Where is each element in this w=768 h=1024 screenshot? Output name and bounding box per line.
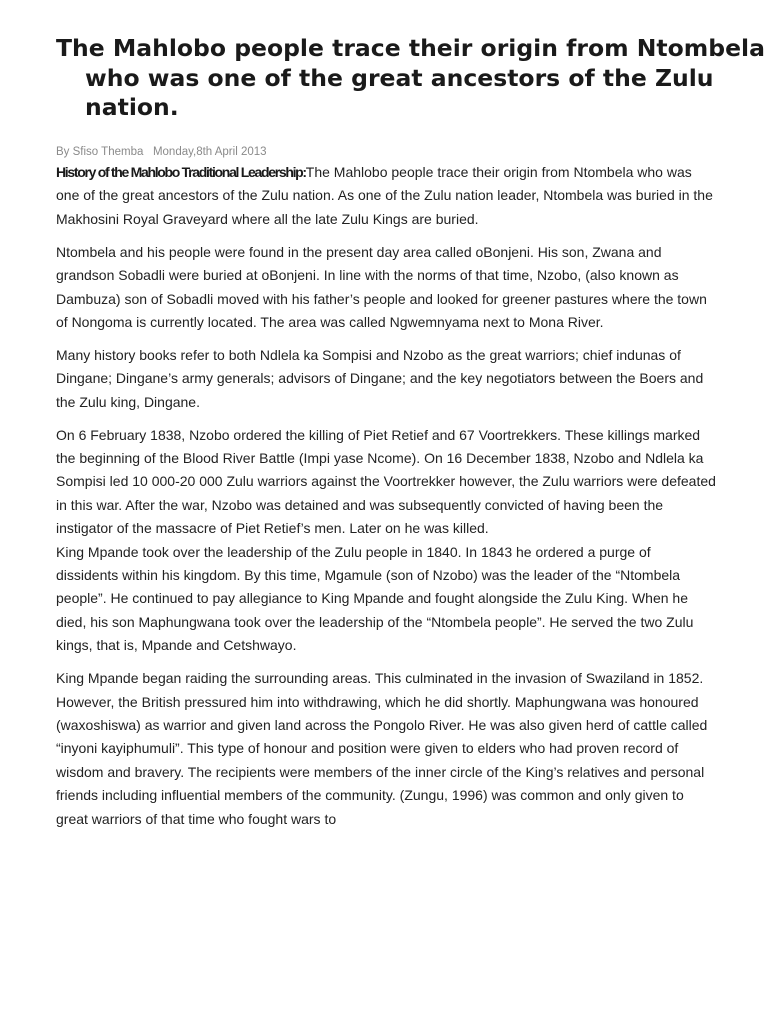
paragraph-4: On 6 February 1838, Nzobo ordered the killing of Piet Retief and 67 Voortrekkers. These killings marked the beginning of the Blood River Battle (Impi yase Ncome). On 16 December 1838, Nzobo and Ndlela ka Sompisi led 10 000-20 000 Zulu warriors against the Voortrekker however, the Zulu warriors were defeated in this war. After the war, Nzobo was detained and was subsequently convicted of having been the instigator of the massacre of Piet Retief’s men. Later on he was killed. xyxy=(56,426,716,537)
article-title: The Mahlobo people trace their origin from Ntombela who was one of the great ancestors of the Zulu nation. xyxy=(56,34,765,121)
paragraph-3: Many history books refer to both Ndlela ka Sompisi and Nzobo as the great warriors; chief indunas of Dingane; Dingane’s army generals; advisors of Dingane; and the key negotiators between the Boers and the Zulu king, Dingane. xyxy=(56,346,704,410)
paragraph-6: King Mpande began raiding the surrounding areas. This culminated in the invasion of Swaziland in 1852. However, the British pressured him into withdrawing, which he did shortly. Maphungwana was honoured (waxoshiswa) as warrior and given land across the Pongolo River. He was also given herd of cattle called “inyoni kayiphumuli”. This type of honour and position were given to elders who had proven record of wisdom and bravery. The recipients were members of the inner circle of the King’s relatives and personal friends including influential members of the community. (Zungu, 1996) was common and only given to great warriors of that time who fought wars to xyxy=(56,670,708,827)
lead-heading: History of the Mahlobo Traditional Leadership: xyxy=(56,164,306,180)
article-body xyxy=(56,161,716,831)
paragraph-2: Ntombela and his people were found in the present day area called oBonjeni. His son, Zwana and grandson Sobadli were buried at oBonjeni. In line with the norms of that time, Nzobo, (also known as Dambuza) son of Sobadli moved with his father’s people and looked for greener pastures where the town of Nongoma is currently located. The area was called Ngwemnyama next to Mona River. xyxy=(56,243,707,330)
paragraph-1-text: The Mahlobo people trace their origin from Ntombela who was one of the great ancestors of the Zulu nation. As one of the Zulu nation leader, Ntombela was buried in the Makhosini Royal Graveyard where all the late Zulu Kings are buried. xyxy=(56,164,713,227)
paragraph-1 xyxy=(56,161,716,231)
paragraph-5: King Mpande took over the leadership of the Zulu people in 1840. In 1843 he ordered a purge of dissidents within his kingdom. By this time, Mgamule (son of Nzobo) was the leader of the “Ntombela people”. He continued to pay allegiance to King Mpande and fought alongside the Zulu King. When he died, his son Maphungwana took over the leadership of the “Ntombela people”. He served the two Zulu kings, that is, Mpande and Cetshwayo. xyxy=(56,543,694,654)
article-byline: By Sfiso Themba Monday,8th April 2013 xyxy=(56,146,267,158)
